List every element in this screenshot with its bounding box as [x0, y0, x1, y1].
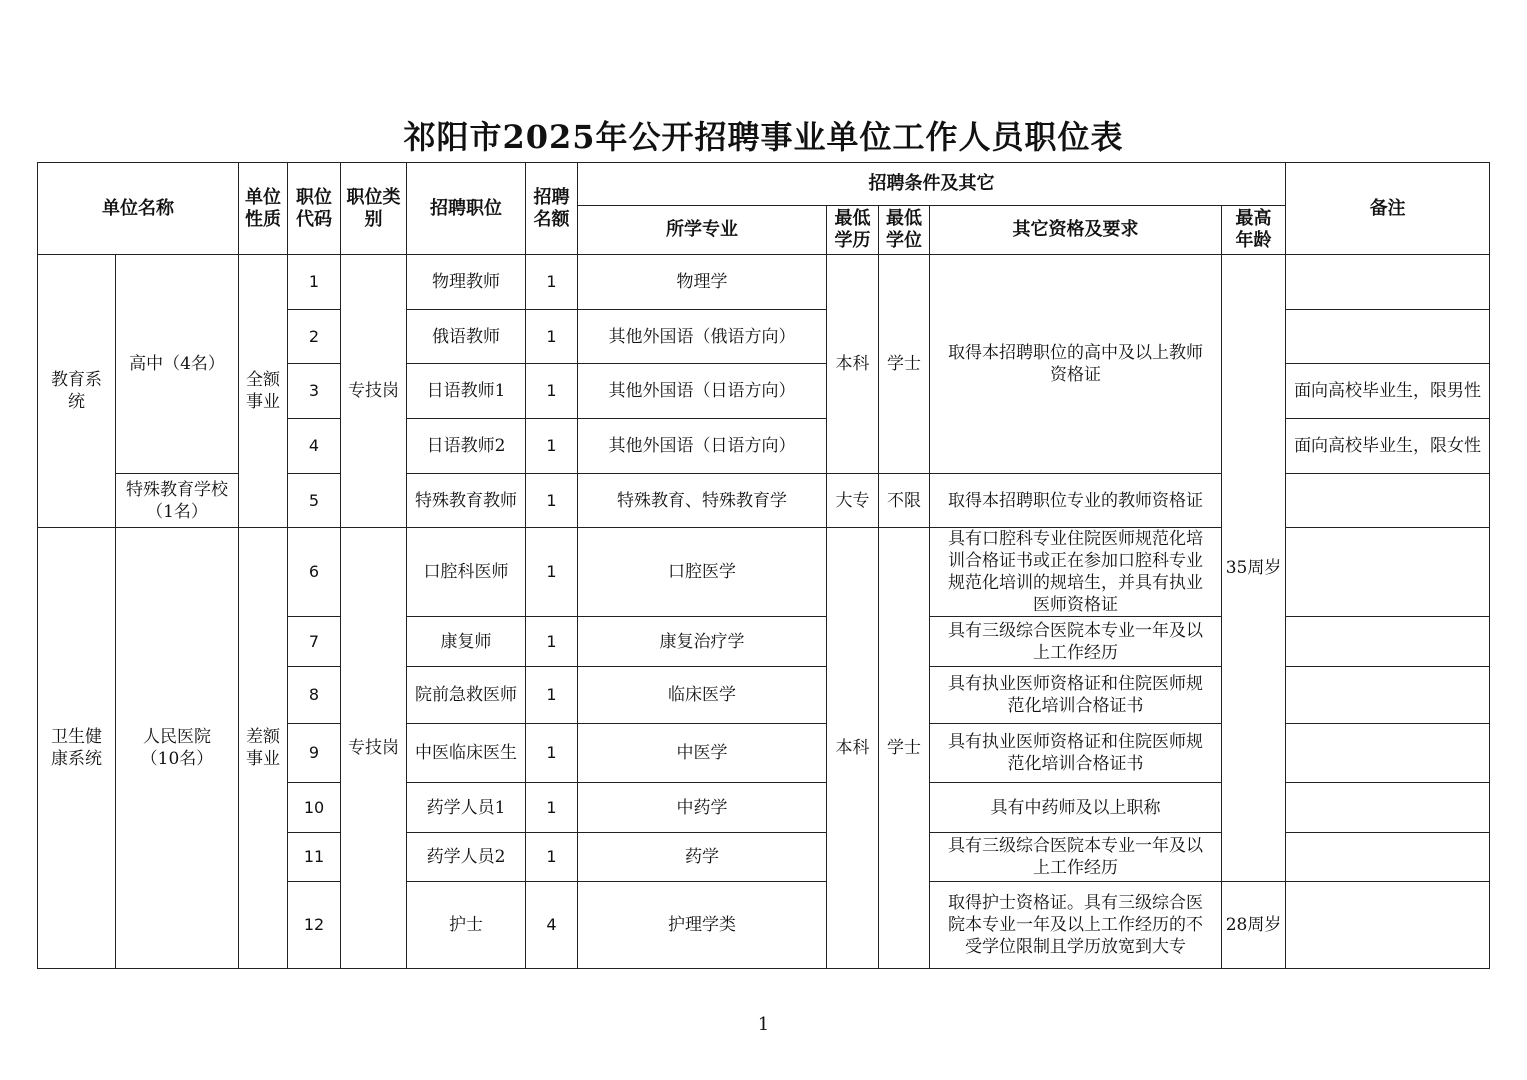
position-code: 5 [288, 474, 341, 528]
remark: 面向高校毕业生，限女性 [1286, 419, 1490, 474]
position-name: 药学人员1 [407, 783, 526, 833]
unit-high-school: 高中（4名） [116, 255, 239, 474]
type-education: 专技岗 [341, 255, 407, 528]
header-position: 招聘职位 [407, 163, 526, 255]
remark [1286, 310, 1490, 364]
quota: 1 [526, 833, 578, 882]
major: 药学 [578, 833, 827, 882]
position-code: 9 [288, 724, 341, 783]
position-name: 物理教师 [407, 255, 526, 310]
header-position-type: 职位类 别 [341, 163, 407, 255]
nature-full: 全额 事业 [239, 255, 288, 528]
nature-difference: 差额 事业 [239, 528, 288, 969]
quota: 1 [526, 724, 578, 783]
remark [1286, 833, 1490, 882]
header-unit-name: 单位名称 [38, 163, 239, 255]
position-name: 口腔科医师 [407, 528, 526, 617]
requirement-edu: 取得本招聘职位的高中及以上教师 资格证 [930, 255, 1222, 474]
quota: 1 [526, 474, 578, 528]
major: 口腔医学 [578, 528, 827, 617]
major: 临床医学 [578, 667, 827, 724]
type-health: 专技岗 [341, 528, 407, 969]
major: 特殊教育、特殊教育学 [578, 474, 827, 528]
remark [1286, 882, 1490, 969]
unit-hospital: 人民医院 （10名） [116, 528, 239, 969]
position-code: 2 [288, 310, 341, 364]
max-age-35: 35周岁 [1222, 255, 1286, 882]
requirement: 具有三级综合医院本专业一年及以 上工作经历 [930, 617, 1222, 667]
major: 其他外国语（日语方向） [578, 364, 827, 419]
document-title: 祁阳市2025年公开招聘事业单位工作人员职位表 [403, 118, 1124, 156]
header-conditions: 招聘条件及其它 [578, 163, 1286, 206]
min-degree-health: 学士 [879, 528, 930, 969]
min-education-edu: 本科 [827, 255, 879, 474]
requirement: 具有三级综合医院本专业一年及以 上工作经历 [930, 833, 1222, 882]
system-education: 教育系 统 [38, 255, 116, 528]
position-code: 3 [288, 364, 341, 419]
remark [1286, 617, 1490, 667]
major: 其他外国语（俄语方向） [578, 310, 827, 364]
major: 物理学 [578, 255, 827, 310]
major: 中医学 [578, 724, 827, 783]
remark: 面向高校毕业生，限男性 [1286, 364, 1490, 419]
quota: 4 [526, 882, 578, 969]
position-name: 日语教师1 [407, 364, 526, 419]
header-min-education: 最低 学历 [827, 206, 879, 255]
position-code: 6 [288, 528, 341, 617]
max-age-28: 28周岁 [1222, 882, 1286, 969]
position-code: 12 [288, 882, 341, 969]
min-degree: 不限 [879, 474, 930, 528]
position-code: 8 [288, 667, 341, 724]
position-name: 药学人员2 [407, 833, 526, 882]
major: 其他外国语（日语方向） [578, 419, 827, 474]
remark [1286, 667, 1490, 724]
position-code: 4 [288, 419, 341, 474]
quota: 1 [526, 419, 578, 474]
min-degree-edu: 学士 [879, 255, 930, 474]
position-name: 特殊教育教师 [407, 474, 526, 528]
requirement: 具有执业医师资格证和住院医师规 范化培训合格证书 [930, 724, 1222, 783]
header-quota: 招聘 名额 [526, 163, 578, 255]
table-row [38, 255, 1490, 310]
quota: 1 [526, 667, 578, 724]
remark [1286, 474, 1490, 528]
unit-special-school: 特殊教育学校 （1名） [116, 474, 239, 528]
requirement: 具有中药师及以上职称 [930, 783, 1222, 833]
position-code: 10 [288, 783, 341, 833]
min-education: 大专 [827, 474, 879, 528]
position-name: 康复师 [407, 617, 526, 667]
remark [1286, 783, 1490, 833]
header-unit-nature: 单位 性质 [239, 163, 288, 255]
requirement: 具有口腔科专业住院医师规范化培 训合格证书或正在参加口腔科专业 规范化培训的规培生，并具有执业 医师资格证 [930, 528, 1222, 617]
major: 护理学类 [578, 882, 827, 969]
positions-table [37, 162, 1490, 969]
quota: 1 [526, 783, 578, 833]
remark [1286, 724, 1490, 783]
header-remarks: 备注 [1286, 163, 1490, 255]
position-name: 中医临床医生 [407, 724, 526, 783]
remark [1286, 255, 1490, 310]
page-number: 1 [757, 1014, 770, 1035]
requirement: 取得护士资格证。具有三级综合医 院本专业一年及以上工作经历的不 受学位限制且学历放宽到大专 [930, 882, 1222, 969]
system-health: 卫生健 康系统 [38, 528, 116, 969]
min-education-health: 本科 [827, 528, 879, 969]
position-code: 7 [288, 617, 341, 667]
header-major: 所学专业 [578, 206, 827, 255]
major: 康复治疗学 [578, 617, 827, 667]
requirement: 具有执业医师资格证和住院医师规 范化培训合格证书 [930, 667, 1222, 724]
major: 中药学 [578, 783, 827, 833]
requirement: 取得本招聘职位专业的教师资格证 [930, 474, 1222, 528]
quota: 1 [526, 364, 578, 419]
quota: 1 [526, 617, 578, 667]
position-code: 11 [288, 833, 341, 882]
header-position-code: 职位 代码 [288, 163, 341, 255]
position-code: 1 [288, 255, 341, 310]
position-name: 院前急救医师 [407, 667, 526, 724]
quota: 1 [526, 310, 578, 364]
position-name: 俄语教师 [407, 310, 526, 364]
quota: 1 [526, 528, 578, 617]
header-max-age: 最高 年龄 [1222, 206, 1286, 255]
position-name: 日语教师2 [407, 419, 526, 474]
header-min-degree: 最低 学位 [879, 206, 930, 255]
header-other-requirements: 其它资格及要求 [930, 206, 1222, 255]
quota: 1 [526, 255, 578, 310]
remark [1286, 528, 1490, 617]
position-name: 护士 [407, 882, 526, 969]
